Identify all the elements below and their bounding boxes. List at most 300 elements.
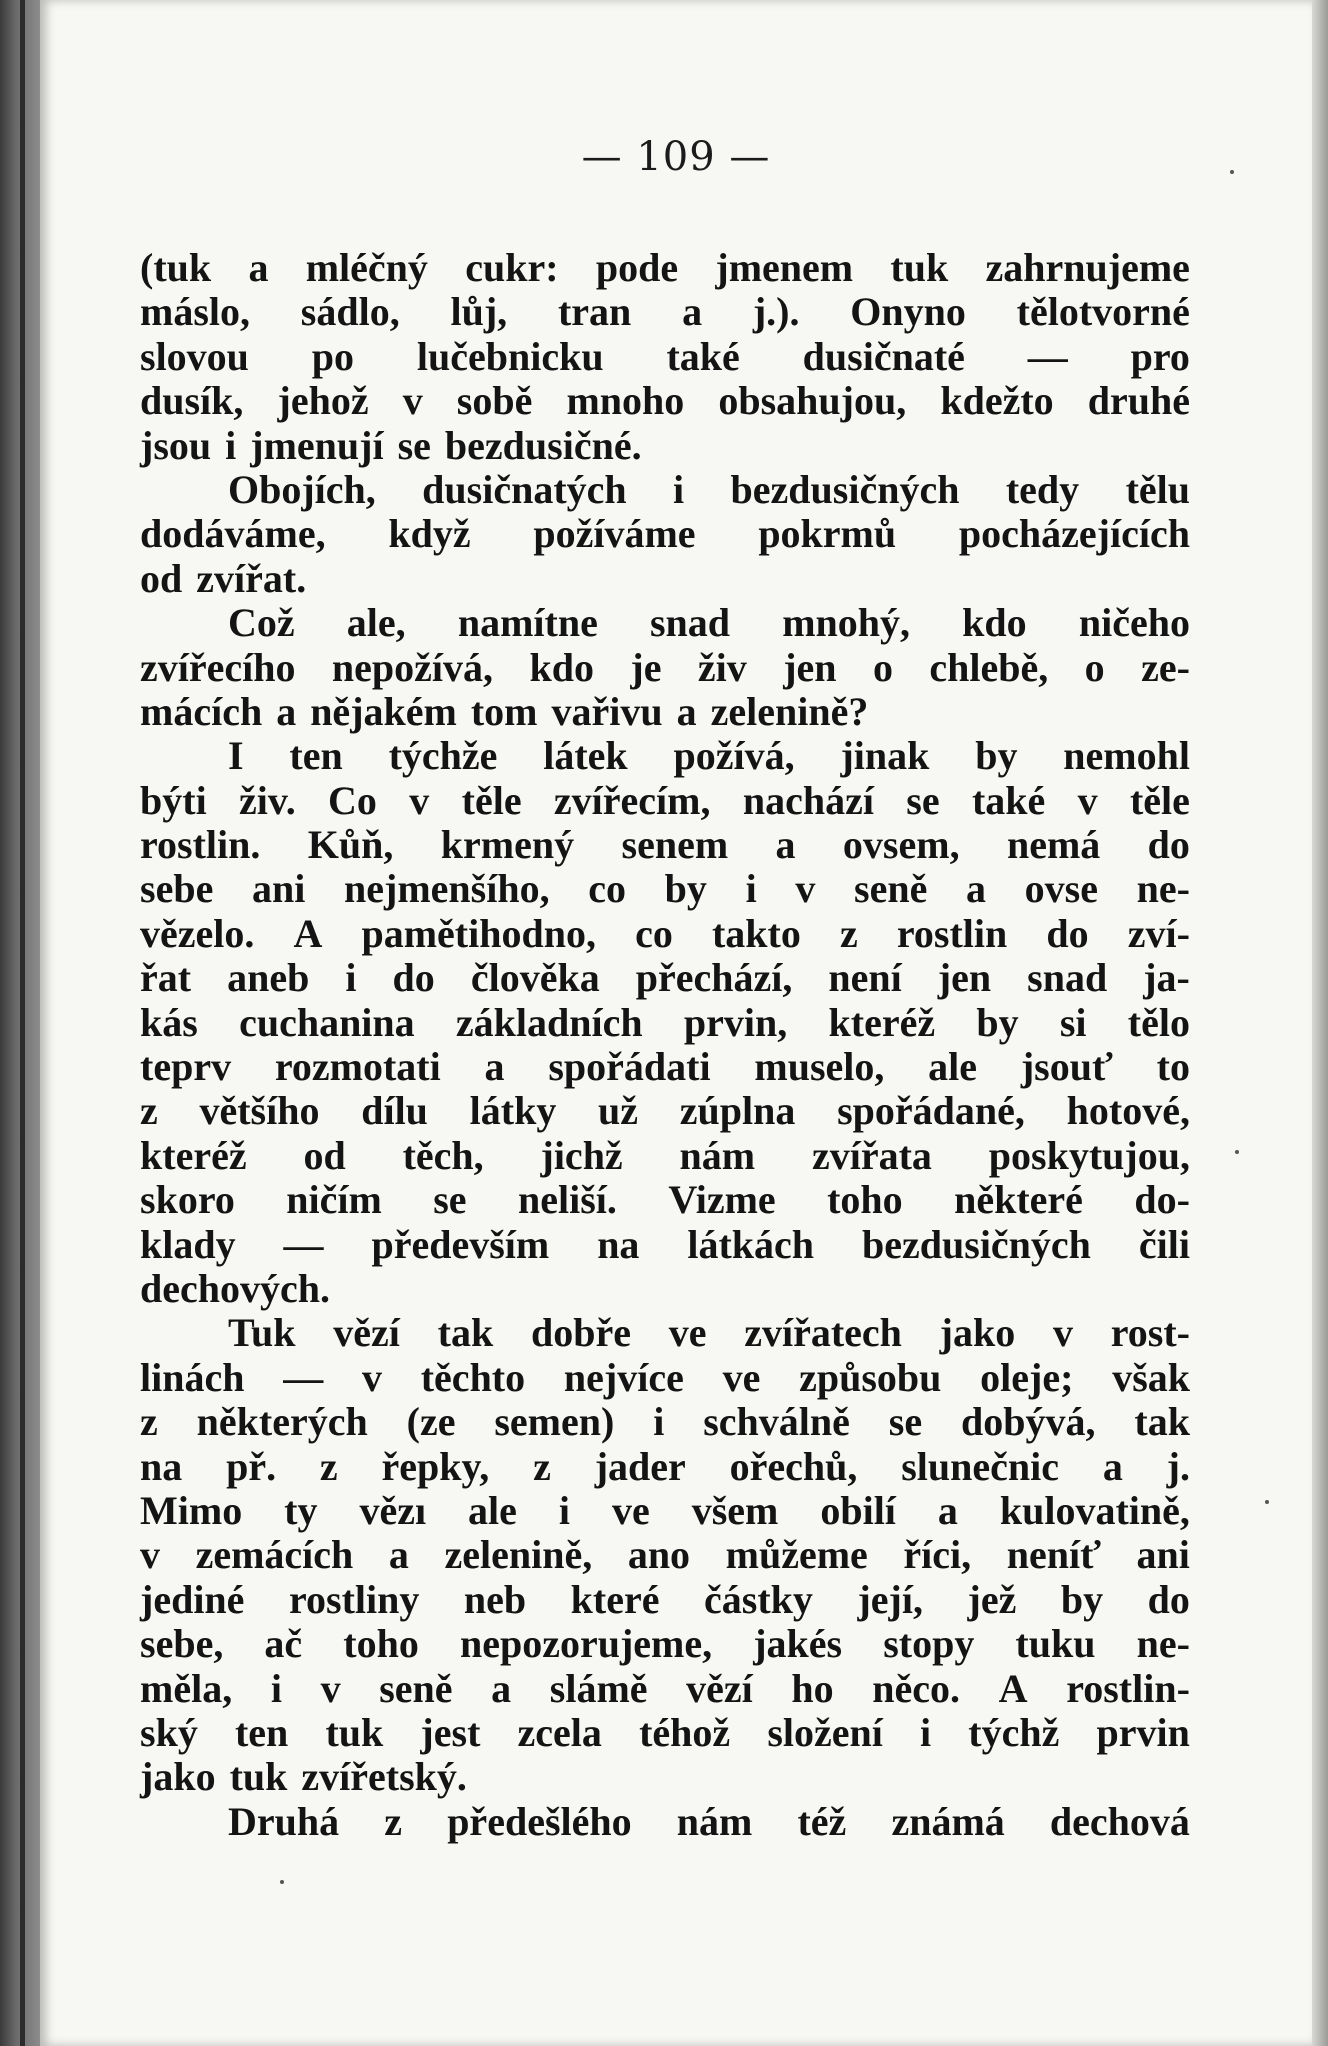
- word: dusičnaté: [802, 333, 965, 379]
- word: jsouť: [1020, 1044, 1113, 1090]
- word: slunečnic: [901, 1443, 1060, 1489]
- word: ve: [668, 1310, 707, 1356]
- text-line: [140, 1178, 1190, 1222]
- word: říci,: [903, 1532, 972, 1578]
- word: rost-: [1110, 1310, 1190, 1356]
- word: její,: [857, 1576, 923, 1622]
- word: a: [248, 245, 269, 290]
- word: j.: [1166, 1443, 1190, 1489]
- word: ale: [468, 1487, 517, 1533]
- word: nachází: [742, 777, 874, 823]
- word: zví-: [1127, 910, 1190, 956]
- word: teprv: [140, 1044, 232, 1090]
- word: i: [673, 466, 685, 512]
- word: by: [975, 733, 1018, 779]
- text-line: [140, 379, 1190, 423]
- word: zelenině?: [710, 688, 869, 734]
- word: v: [1077, 777, 1098, 823]
- word: chlebě,: [929, 644, 1049, 690]
- word: požíváme: [533, 511, 696, 557]
- word: řepky,: [381, 1443, 490, 1489]
- text-line: [140, 246, 1190, 290]
- word: vězí: [333, 1310, 400, 1356]
- word: —: [283, 1354, 324, 1400]
- word: a: [965, 866, 986, 912]
- text-line: [140, 1622, 1190, 1666]
- word: vězelo.: [140, 910, 255, 956]
- word: seně: [379, 1665, 453, 1711]
- word: ovsem,: [842, 822, 960, 868]
- word: látek: [543, 733, 628, 779]
- word: obsahujou,: [718, 378, 907, 424]
- word: částky: [704, 1576, 813, 1622]
- text-line: [140, 1267, 1190, 1311]
- paper-speck: [1265, 1500, 1269, 1504]
- word: kdežto: [940, 378, 1054, 424]
- word: jsou: [140, 422, 212, 468]
- word: i: [745, 866, 757, 912]
- word: ty: [284, 1487, 318, 1533]
- word: zvířetský.: [301, 1754, 467, 1800]
- word: Vizme: [668, 1177, 776, 1223]
- word: by: [664, 866, 707, 912]
- word: zúplna: [679, 1088, 796, 1134]
- word: kteréž: [140, 1132, 247, 1178]
- word: ořechů,: [729, 1443, 858, 1489]
- word: spořádati: [548, 1044, 711, 1090]
- word: z: [140, 1088, 158, 1134]
- word: tělo: [1127, 999, 1190, 1045]
- word: kteréž: [828, 999, 936, 1045]
- word: Kůň,: [307, 822, 394, 868]
- word: zvířecím,: [553, 777, 711, 823]
- word: pode: [595, 245, 679, 290]
- word: nemohl: [1063, 733, 1190, 779]
- word: a: [1102, 1443, 1123, 1489]
- word: a: [276, 688, 297, 734]
- word: a: [484, 1044, 505, 1090]
- word: býti: [140, 777, 207, 823]
- word: nepožívá,: [331, 644, 494, 690]
- word: po: [311, 333, 355, 379]
- word: se: [397, 422, 431, 468]
- word: lučebnicku: [416, 333, 604, 379]
- word: vařivu: [551, 688, 663, 734]
- word: rozmotati: [274, 1044, 441, 1090]
- word: ho: [791, 1665, 834, 1711]
- word: pokrmů: [758, 511, 897, 557]
- word: z: [140, 1399, 158, 1445]
- text-line: [140, 1445, 1190, 1489]
- word: prvin: [1096, 1709, 1190, 1755]
- word: jako: [939, 1310, 1016, 1356]
- word: neníť: [1006, 1532, 1101, 1578]
- word: toho: [343, 1621, 419, 1667]
- word: kulovatině,: [999, 1487, 1190, 1533]
- page-number: — 109 —: [581, 134, 771, 180]
- word: živ: [697, 644, 747, 690]
- text-line: [140, 1800, 1190, 1844]
- page-edge: [1312, 0, 1328, 2046]
- text-line: [140, 1223, 1190, 1267]
- word: nepozorujeme,: [459, 1621, 713, 1667]
- word: předešlého: [447, 1798, 632, 1844]
- word: něco.: [872, 1665, 961, 1711]
- word: živ.: [239, 777, 296, 823]
- word: je: [630, 644, 662, 690]
- text-line: [140, 601, 1190, 645]
- word: i: [270, 1665, 282, 1711]
- word: jehož: [277, 378, 369, 424]
- word: a: [682, 289, 703, 335]
- word: tělotvorné: [1016, 289, 1190, 335]
- word: druhé: [1087, 378, 1190, 424]
- word: v: [361, 1354, 382, 1400]
- word: sádlo,: [300, 289, 400, 335]
- word: zemácích: [195, 1532, 354, 1578]
- word: senem: [621, 822, 729, 868]
- word: těchto: [420, 1354, 526, 1400]
- word: (tuk: [140, 245, 212, 290]
- word: tuk: [890, 245, 949, 290]
- word: ano: [627, 1532, 691, 1578]
- text-line: [140, 1667, 1190, 1711]
- word: oleje;: [980, 1354, 1074, 1400]
- word: dechových.: [140, 1265, 330, 1311]
- word: ale: [928, 1044, 978, 1090]
- text-line: [140, 1711, 1190, 1755]
- word: těle: [461, 777, 522, 823]
- text-line: [140, 557, 1190, 601]
- word: především: [371, 1221, 550, 1267]
- word: A: [293, 910, 323, 956]
- word: z: [533, 1443, 551, 1489]
- word: rostlin: [896, 910, 1008, 956]
- word: nám: [679, 1132, 756, 1178]
- word: Druhá: [228, 1798, 340, 1844]
- word: vězı: [359, 1487, 427, 1533]
- word: též: [797, 1798, 847, 1844]
- word: ovse: [1024, 866, 1098, 912]
- word: a: [676, 688, 697, 734]
- word: zelenině,: [444, 1532, 593, 1578]
- word: hotové,: [1066, 1088, 1190, 1134]
- word: Onyno: [850, 289, 966, 335]
- word: cukr:: [465, 245, 559, 290]
- word: které: [570, 1576, 660, 1622]
- text-line: [140, 912, 1190, 956]
- word: i: [653, 1399, 665, 1445]
- word: se: [906, 777, 940, 823]
- word: j.).: [752, 289, 800, 335]
- word: vězí: [686, 1665, 753, 1711]
- word: do: [1147, 1576, 1190, 1622]
- text-line: [140, 779, 1190, 823]
- word: poskytujou,: [988, 1132, 1190, 1178]
- word: sebe: [140, 866, 214, 912]
- word: složení: [767, 1709, 883, 1755]
- text-line: [140, 468, 1190, 512]
- word: dobře: [530, 1310, 631, 1356]
- word: v: [402, 378, 423, 424]
- word: aneb: [227, 955, 310, 1001]
- word: řat: [140, 955, 192, 1001]
- word: zahrnujeme: [985, 245, 1190, 290]
- word: A: [998, 1665, 1028, 1711]
- word: některých: [196, 1399, 368, 1445]
- word: neliší.: [517, 1177, 617, 1223]
- word: způsobu: [799, 1354, 942, 1400]
- word: základních: [455, 999, 643, 1045]
- word: mléčný: [305, 245, 428, 290]
- word: cuchanina: [239, 999, 415, 1045]
- text-line: [140, 1045, 1190, 1089]
- word: zvířatech: [744, 1310, 902, 1356]
- word: Obojích,: [228, 466, 376, 512]
- text-line: [140, 335, 1190, 379]
- word: jen: [783, 644, 837, 690]
- word: se: [888, 1399, 923, 1445]
- word: nějakém: [310, 688, 457, 734]
- word: namítne: [457, 600, 598, 646]
- text-line: [140, 1134, 1190, 1178]
- word: o: [872, 644, 893, 690]
- word: tělu: [1125, 466, 1190, 512]
- word: od: [303, 1132, 346, 1178]
- word: většího: [199, 1088, 320, 1134]
- word: sebe,: [140, 1621, 224, 1667]
- word: schválně: [703, 1399, 850, 1445]
- word: pamětihodno,: [361, 910, 596, 956]
- word: a: [388, 1532, 409, 1578]
- word: zvířecího: [140, 644, 296, 690]
- word: v: [1053, 1310, 1073, 1356]
- word: ten: [289, 733, 343, 779]
- text-line: [140, 1578, 1190, 1622]
- word: ve: [611, 1487, 650, 1533]
- word: ten: [234, 1709, 289, 1755]
- word: na: [140, 1443, 183, 1489]
- word: rostlin-: [1066, 1665, 1190, 1711]
- word: kdo: [529, 644, 594, 690]
- text-line: [140, 823, 1190, 867]
- word: dodáváme,: [140, 511, 326, 557]
- word: Což: [228, 600, 295, 646]
- word: Tuk: [228, 1310, 296, 1356]
- word: nejmenšího,: [344, 866, 550, 912]
- word: co: [588, 866, 626, 912]
- text-line: [140, 1356, 1190, 1400]
- word: tom: [470, 688, 538, 734]
- word: muselo,: [754, 1044, 885, 1090]
- word: stopy: [883, 1621, 975, 1667]
- text-line: [140, 690, 1190, 734]
- text-line: [140, 424, 1190, 468]
- word: ani: [1136, 1532, 1190, 1578]
- word: jinak: [840, 733, 930, 779]
- word: z: [839, 910, 858, 956]
- word: Mimo: [140, 1487, 243, 1533]
- text-line: [140, 1400, 1190, 1444]
- word: zvířata: [811, 1132, 932, 1178]
- word: do: [1046, 910, 1089, 956]
- word: slovou: [140, 333, 249, 379]
- word: obilí: [820, 1487, 896, 1533]
- word: linách: [140, 1354, 245, 1400]
- word: skoro: [140, 1177, 235, 1223]
- word: tuk: [325, 1709, 384, 1755]
- word: do: [1147, 822, 1190, 868]
- word: z: [384, 1798, 403, 1844]
- body-text: [140, 246, 1190, 1844]
- word: slámě: [549, 1665, 648, 1711]
- word: ne-: [1136, 1621, 1190, 1667]
- word: snad: [649, 600, 731, 646]
- word: př.: [226, 1443, 277, 1489]
- word: bezdusičných: [730, 466, 960, 512]
- word: mácích: [140, 688, 263, 734]
- word: pro: [1130, 333, 1190, 379]
- word: jež: [967, 1576, 1017, 1622]
- paper-speck: [1235, 1150, 1239, 1154]
- word: není: [828, 955, 902, 1001]
- text-line: [140, 734, 1190, 778]
- paper-speck: [280, 1880, 284, 1884]
- word: —: [283, 1221, 324, 1267]
- word: to: [1156, 1044, 1190, 1090]
- word: dobývá,: [961, 1399, 1096, 1445]
- word: prvin,: [683, 999, 788, 1045]
- word: ničím: [286, 1177, 382, 1223]
- word: když: [388, 511, 471, 557]
- word: v: [409, 777, 430, 823]
- word: co: [635, 910, 673, 956]
- word: a: [775, 822, 796, 868]
- word: takto: [711, 910, 801, 956]
- word: zvířat.: [196, 555, 307, 601]
- word: —: [1027, 333, 1068, 379]
- word: lůj,: [450, 289, 508, 335]
- word: rostlin.: [140, 822, 261, 868]
- word: požívá,: [673, 733, 795, 779]
- word: kás: [140, 999, 198, 1045]
- word: zcela: [517, 1709, 602, 1755]
- text-line: [140, 1489, 1190, 1533]
- word: také: [666, 333, 740, 379]
- word: i: [558, 1487, 571, 1533]
- word: i: [345, 955, 357, 1001]
- word: do-: [1134, 1177, 1190, 1223]
- word: ač: [264, 1621, 303, 1667]
- word: o: [1084, 644, 1105, 690]
- word: ani: [251, 866, 306, 912]
- text-line: [140, 1089, 1190, 1133]
- word: jmenují: [250, 422, 384, 468]
- word: můžeme: [725, 1532, 868, 1578]
- word: mnohý,: [782, 600, 911, 646]
- word: jen: [937, 955, 992, 1001]
- word: krmený: [440, 822, 575, 868]
- word: nám: [676, 1798, 753, 1844]
- word: (ze: [406, 1399, 456, 1445]
- word: tak: [1134, 1399, 1190, 1445]
- word: ve: [722, 1354, 761, 1400]
- paper-speck: [1230, 170, 1234, 174]
- word: jako: [140, 1754, 216, 1800]
- word: také: [971, 777, 1046, 823]
- word: si: [1059, 999, 1087, 1045]
- text-line: [140, 1533, 1190, 1577]
- word: čili: [1138, 1221, 1190, 1267]
- word: by: [1060, 1576, 1104, 1622]
- word: na: [597, 1221, 640, 1267]
- word: dusičnatých: [422, 466, 627, 512]
- text-line: [140, 1001, 1190, 1045]
- word: tran: [557, 289, 632, 335]
- book-page: [40, 0, 1312, 2046]
- word: jakés: [753, 1621, 843, 1667]
- word: dusík,: [140, 378, 244, 424]
- word: dílu: [361, 1088, 428, 1134]
- text-line: [140, 646, 1190, 690]
- word: téhož: [639, 1709, 731, 1755]
- word: se: [433, 1177, 467, 1223]
- word: rostliny: [288, 1576, 420, 1622]
- text-line: [140, 290, 1190, 334]
- word: spořádané,: [837, 1088, 1025, 1134]
- word: bezdusičných: [862, 1221, 1091, 1267]
- word: jest: [420, 1709, 481, 1755]
- word: v: [320, 1665, 341, 1711]
- word: máslo,: [140, 289, 250, 335]
- word: a: [491, 1665, 512, 1711]
- word: tak: [437, 1310, 494, 1356]
- word: přechází,: [635, 955, 793, 1001]
- word: Co: [328, 777, 377, 823]
- word: ničeho: [1078, 600, 1190, 646]
- word: známá: [891, 1798, 1005, 1844]
- word: ne-: [1136, 866, 1190, 912]
- word: semen): [494, 1399, 615, 1445]
- word: ze-: [1141, 644, 1190, 690]
- word: bezdusičné.: [444, 422, 642, 468]
- word: I: [228, 733, 244, 779]
- word: tuku: [1015, 1621, 1096, 1667]
- word: pocházejících: [958, 511, 1190, 557]
- word: těch,: [402, 1132, 484, 1178]
- text-line: [140, 512, 1190, 556]
- text-line: [140, 1311, 1190, 1355]
- word: v: [795, 866, 816, 912]
- word: v: [140, 1532, 160, 1578]
- word: měla,: [140, 1665, 233, 1711]
- binding-edge: [20, 0, 25, 2046]
- word: toho: [827, 1177, 903, 1223]
- text-line: [140, 1755, 1190, 1799]
- word: i: [225, 422, 237, 468]
- word: dechová: [1049, 1798, 1190, 1844]
- word: jmenem: [715, 245, 854, 290]
- word: snad: [1027, 955, 1108, 1001]
- word: však: [1112, 1354, 1190, 1400]
- word: by: [976, 999, 1019, 1045]
- word: z: [319, 1443, 338, 1489]
- word: týchž: [968, 1709, 1060, 1755]
- word: tedy: [1005, 466, 1080, 512]
- word: mnoho: [566, 378, 685, 424]
- text-line: [140, 867, 1190, 911]
- word: nemá: [1006, 822, 1101, 868]
